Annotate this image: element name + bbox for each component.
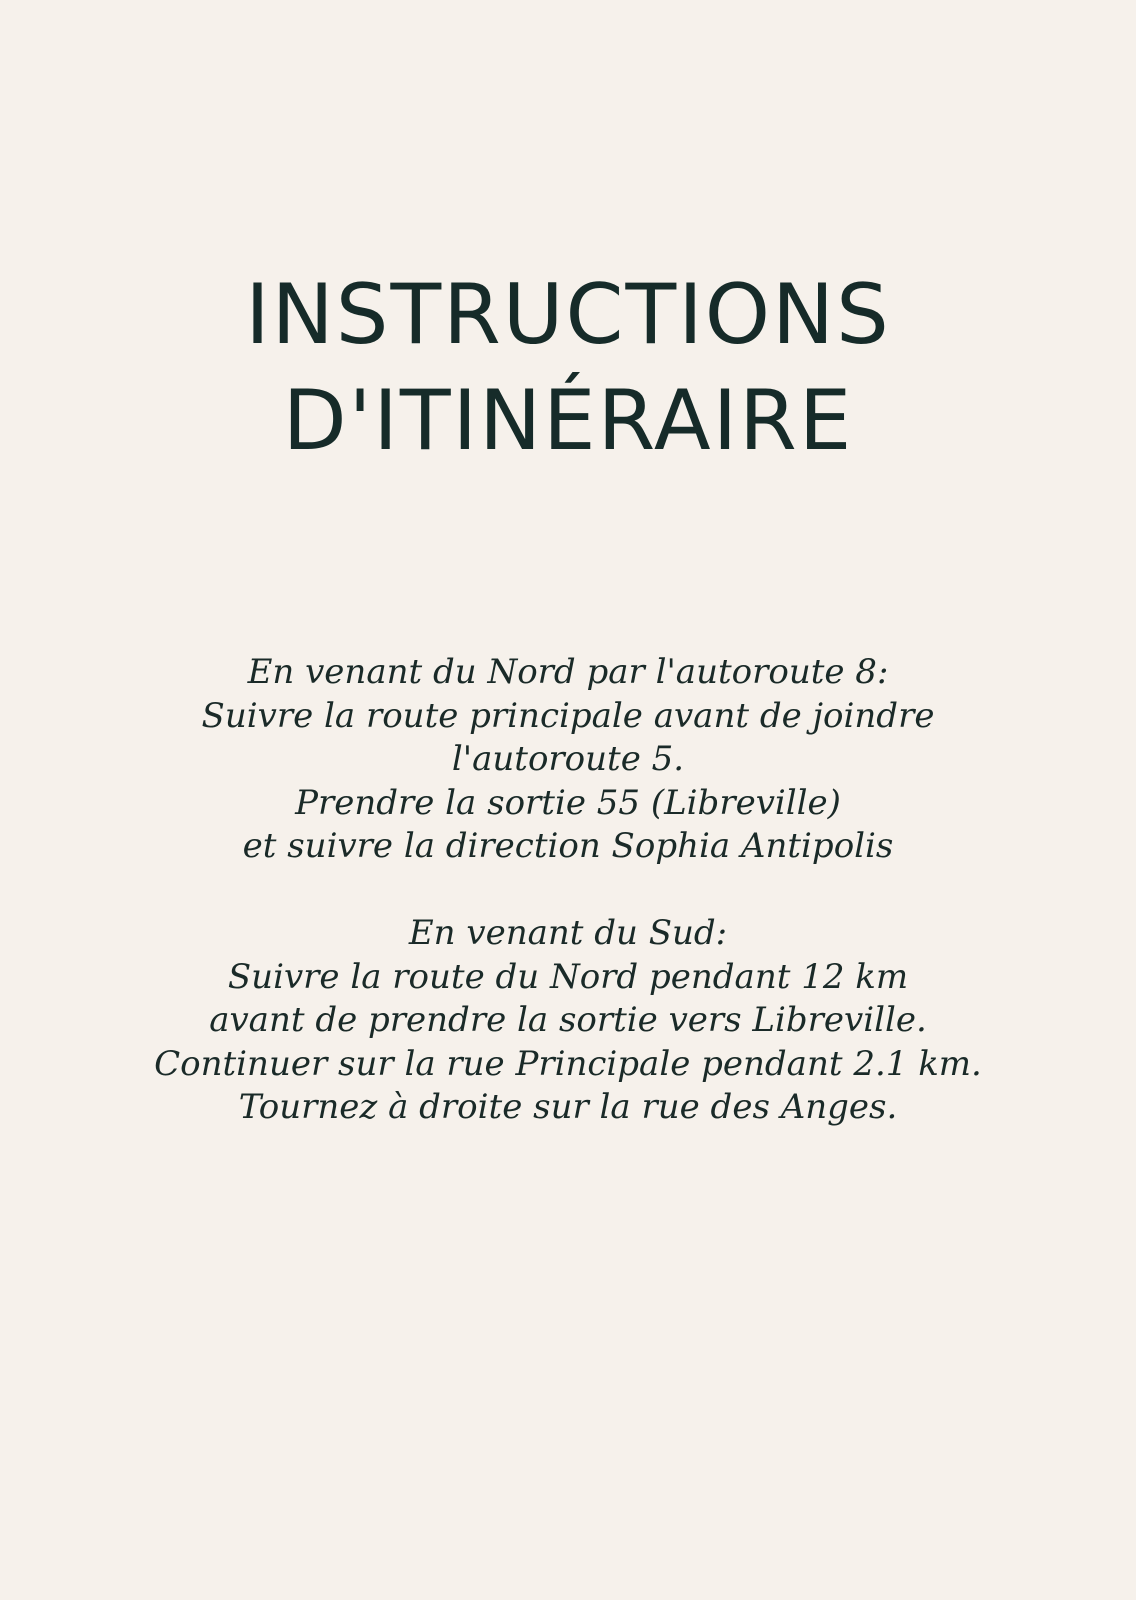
north-line: l'autoroute 5.	[451, 739, 685, 779]
page-title	[0, 262, 1136, 474]
north-line: Suivre la route principale avant de joindre	[201, 695, 935, 736]
south-line: Continuer sur la rue Principale pendant 2.1 km.	[154, 1043, 982, 1084]
north-heading: En venant du Nord par l'autoroute 8:	[247, 652, 889, 692]
south-line: Tournez à droite sur la rue des Anges.	[238, 1087, 898, 1127]
south-heading: En venant du Sud:	[408, 913, 728, 953]
south-line: avant de prendre la sortie vers Libreville.	[209, 1000, 927, 1040]
north-line: Prendre la sortie 55 (Libreville)	[295, 782, 841, 823]
directions	[0, 651, 1136, 1130]
directions-south	[0, 912, 1136, 1130]
title-line: INSTRUCTIONS	[245, 266, 891, 363]
directions-north	[0, 651, 1136, 869]
title-line: D'ITINÉRAIRE	[282, 372, 854, 469]
south-line: Suivre la route du Nord pendant 12 km	[227, 956, 909, 997]
north-line: et suivre la direction Sophia Antipolis	[242, 826, 894, 866]
